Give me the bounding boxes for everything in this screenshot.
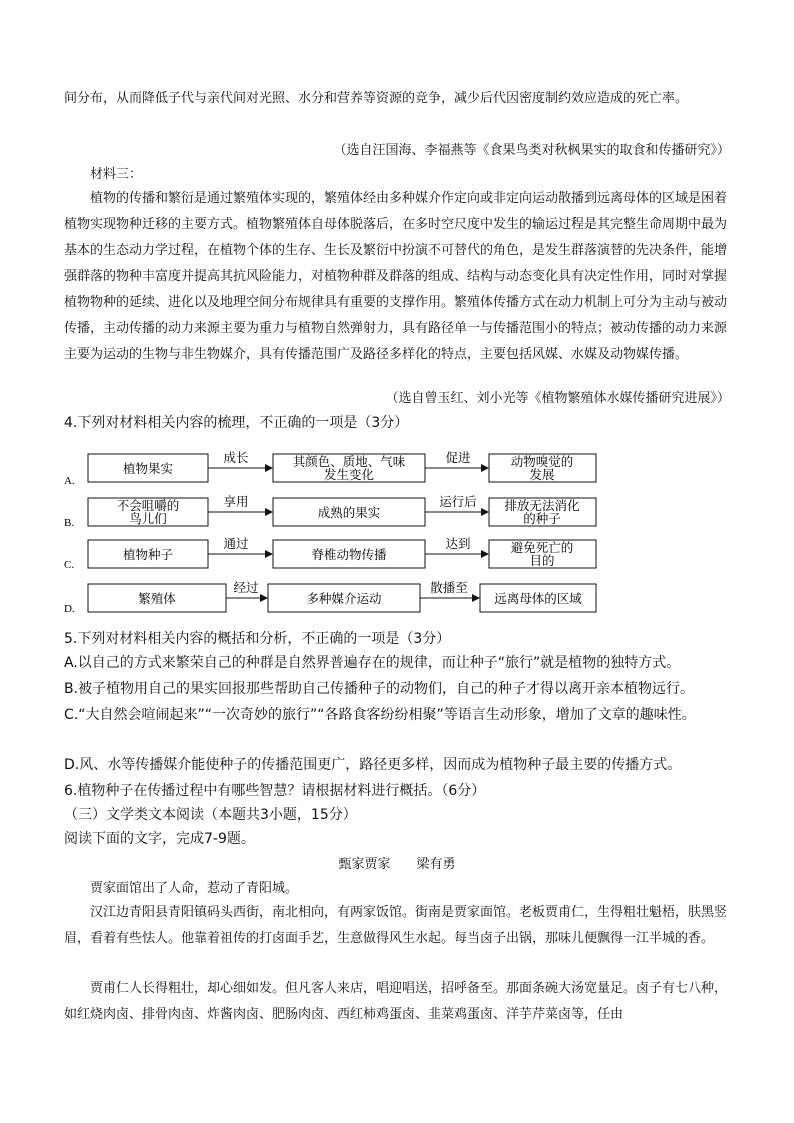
option-a-box-3-line2: 发展	[529, 467, 555, 482]
option-a-box-2-line1: 其颜色、质地、气味	[292, 454, 406, 469]
option-c-label: C.	[64, 559, 75, 571]
question-5-stem: 5.下列对材料相关内容的概括和分析，不正确的一项是（3分）	[64, 631, 451, 647]
option-a-row	[64, 450, 596, 487]
option-c-box-3-line1: 避免死亡的	[510, 540, 574, 555]
question-5-option-a: A.以自己的方式来繁荣自己的种群是自然界普遍存在的规律，而让种子“旅行”就是植物的独特方式。	[64, 655, 681, 671]
option-a-box-1-text: 植物果实	[122, 461, 174, 476]
option-c-row	[64, 536, 596, 571]
option-a-arrow-2-label: 促进	[445, 450, 471, 465]
option-c-arrow-1-label: 通过	[223, 536, 249, 551]
option-a-arrow-1-label: 成长	[223, 450, 249, 465]
option-b-box-1-line1: 不会咀嚼的	[116, 498, 180, 513]
option-b-row	[64, 494, 596, 529]
section-3-heading: （三）文学类文本阅读（本题共3小题，15分）	[64, 807, 357, 823]
option-c-arrow-2-label: 达到	[445, 536, 471, 551]
option-b-box-2-text: 成熟的果实	[317, 505, 381, 520]
story-title: 甄家贾家 梁有勇	[338, 857, 456, 872]
option-b-box-1-line2: 鸟儿们	[129, 511, 167, 526]
question-6-stem: 6.植物种子在传播过程中有哪些智慧？请根据材料进行概括。（6分）	[64, 783, 486, 799]
option-b-box-3-line2: 的种子	[523, 511, 561, 526]
option-d-label: D.	[64, 603, 75, 615]
option-d-box-1-text: 繁殖体	[138, 591, 176, 606]
source-citation-2: （选自曾玉红、刘小光等《植物繁殖体水媒传播研究进展》）	[385, 391, 730, 406]
option-d-arrow-2-label: 散播至	[430, 580, 468, 595]
option-a-label: A.	[64, 475, 75, 487]
question-4-stem: 4.下列对材料相关内容的梳理，不正确的一项是（3分）	[64, 415, 409, 431]
option-b-arrow-2-label: 运行后	[439, 494, 477, 509]
option-d-row	[64, 580, 596, 615]
question-5-option-d: D.风、水等传播媒介能使种子的传播范围更广，路径更多样，因而成为植物种子最主要的传播方式。	[64, 757, 682, 773]
material-three-paragraph: 植物的传播和繁衍是通过繁殖体实现的，繁殖体经由多种媒介作定向或非定向运动散播到远离母体的区域是困着植物实现物种迁移的主要方式。植物繁殖体自母体脱落后，在多时空尺度中发生的输运过程是其完整生命周期中最为基本的生态动力学过程，在植物个体的生存、生长及繁衍中扮演不可替代的角色，是发生群落演替的先决条件，能增强群落的物种丰富度并提高其抗风险能力，对植物种群及群落的组成、结构与动态变化具有决定性作用，同时对掌握植物物种的延续、进化以及地理空间分布规律具有重要的支撑作用。繁殖体传播方式在动力机制上可分为主动与被动传播，主动传播的动力来源主要为重力与植物自然弹射力，具有路径单一与传播范围小的特点；被动传播的动力来源主要为运动的生物与非生物媒介，具有传播范围广及路径多样化的特点，主要包括风媒、水媒及动物媒传播。	[64, 191, 728, 362]
question-4-flow-diagram	[60, 446, 680, 620]
material-label: 材料三：	[90, 167, 143, 182]
option-b-box-3-line1: 排放无法消化	[504, 498, 580, 513]
question-5-option-b: B.被子植物用自己的果实回报那些帮助自己传播种子的动物们，自己的种子才得以离开亲本植物远行。	[64, 681, 695, 697]
story-paragraph-1: 贾家面馆出了人命，惹动了青阳城。	[90, 881, 299, 896]
option-c-box-2-text: 脊椎动物传播	[311, 547, 387, 562]
option-c-box-3-line2: 目的	[529, 553, 555, 568]
option-c-box-1-text: 植物种子	[122, 547, 174, 562]
option-b-arrow-1-label: 享用	[223, 494, 249, 509]
option-a-box-3-line1: 动物嗅觉的	[510, 454, 574, 469]
story-paragraph-2: 汉江边青阳县青阳镇码头西街，南北相向，有两家饭馆。街南是贾家面馆。老板贾甫仁，生得粗壮魁梧，肤黑竖眉，看着有些怯人。他靠着祖传的打卤面手艺，生意做得风生水起。每当卤子出锅，那味儿便飘得一江半城的香。	[64, 905, 728, 946]
question-5-option-c: C.“大自然会喧闹起来”“一次奇妙的旅行”“各路食客纷纷相聚”等语言生动形象，增加了文章的趣味性。	[64, 707, 696, 723]
continued-paragraph: 间分布，从而降低子代与亲代间对光照、水分和营养等资源的竞争，减少后代因密度制约效应造成的死亡率。	[64, 91, 689, 106]
source-citation-1: （选自汪国海、李福燕等《食果鸟类对秋枫果实的取食和传播研究》）	[333, 143, 730, 158]
option-d-box-2-text: 多种媒介运动	[306, 591, 382, 606]
option-d-arrow-1-label: 经过	[233, 580, 259, 595]
option-b-label: B.	[64, 517, 75, 529]
option-d-box-3-text: 远离母体的区域	[494, 591, 582, 606]
section-3-instruction: 阅读下面的文字，完成7-9题。	[64, 831, 255, 847]
story-paragraph-3: 贾甫仁人长得粗壮，却心细如发。但凡客人来店，唱迎唱送，招呼备至。那面条碗大汤宽量足。卤子有七八种，如红烧肉卤、排骨肉卤、炸酱肉卤、肥肠肉卤、西红柿鸡蛋卤、韭菜鸡蛋卤、洋芋芹菜卤等，任由	[64, 981, 728, 1022]
option-a-box-2-line2: 发生变化	[323, 467, 375, 482]
